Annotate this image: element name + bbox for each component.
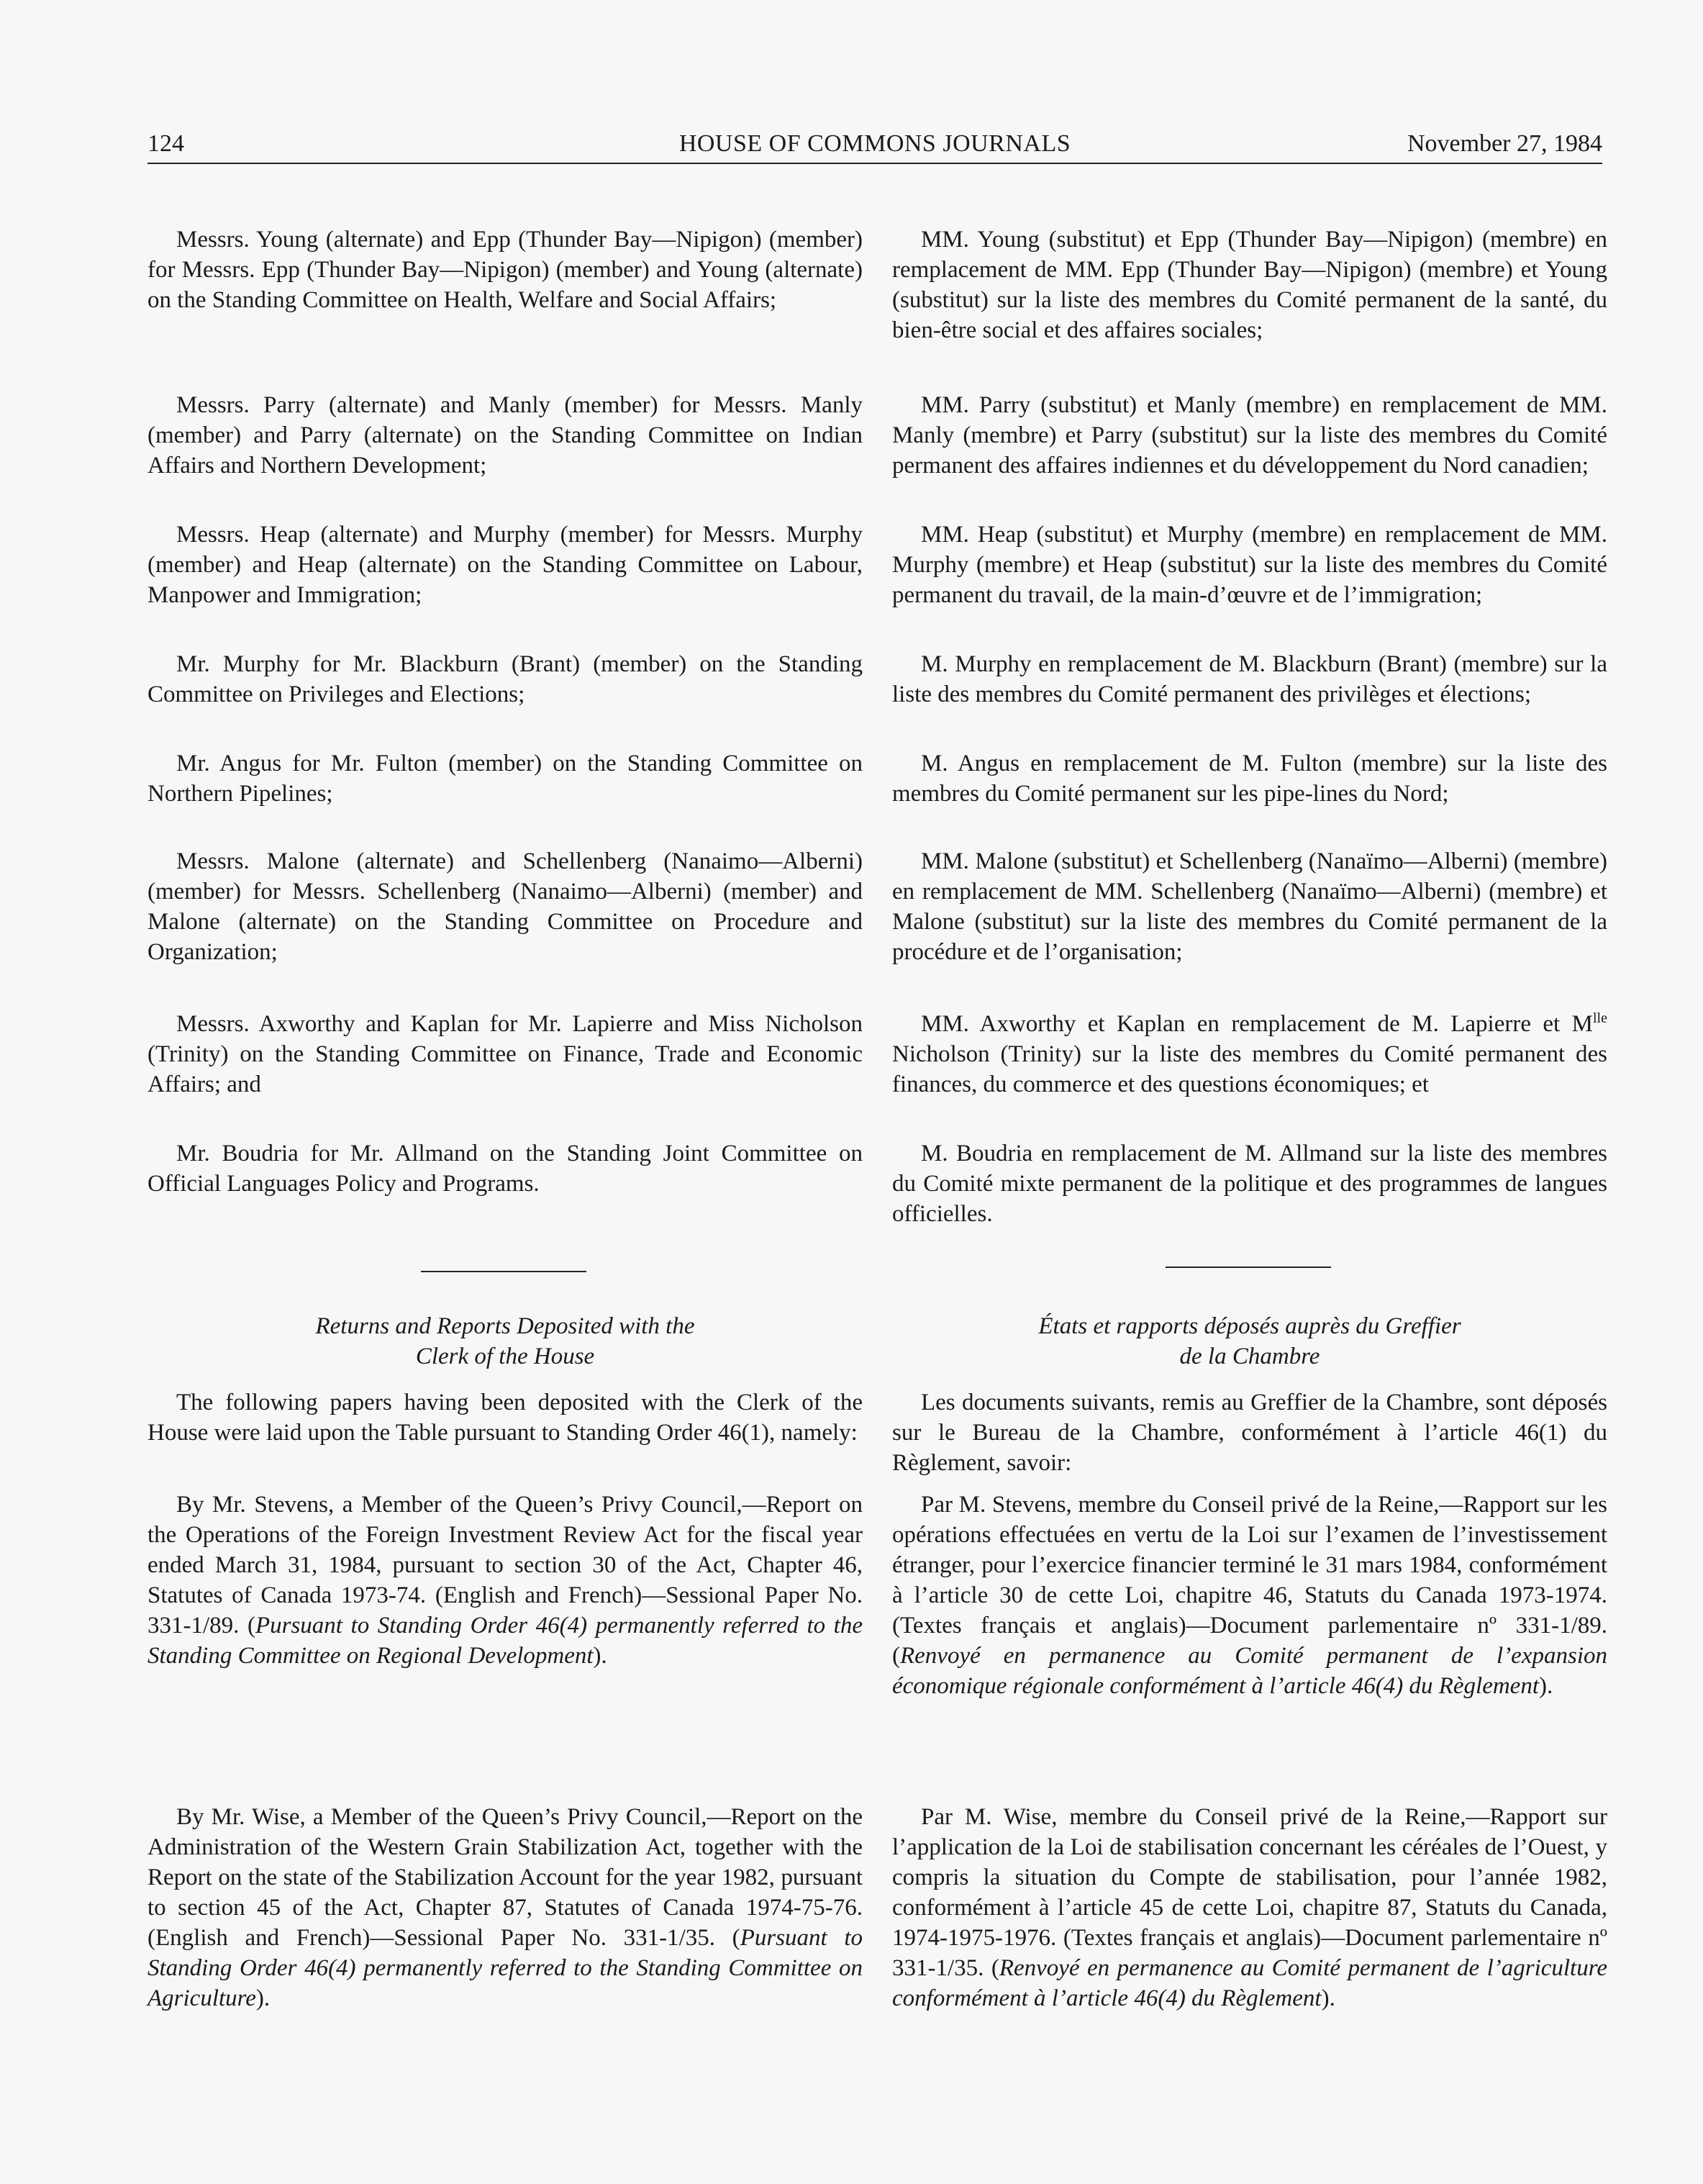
en-item-wise-end: ).	[255, 1985, 271, 2011]
en-item-stevens	[147, 1490, 863, 1671]
fr-section-divider	[1166, 1267, 1331, 1268]
en-item-stevens-referral: Pursuant to Standing Order 46(4) permanently referred to the Standing Committee on Regional Development	[147, 1613, 863, 1669]
fr-heading-line-1: États et rapports déposés auprès du Greffier	[1038, 1313, 1461, 1339]
fr-paragraph-7-sup: lle	[1593, 1010, 1607, 1026]
fr-item-wise-end: ).	[1321, 1985, 1335, 2011]
en-item-stevens-end: ).	[593, 1643, 607, 1669]
fr-paragraph-6: MM. Malone (substitut) et Schellenberg (Nanaïmo—Alberni) (membre) en remplacement de MM. Schellenberg (Nanaïmo—Alberni) (membre) et Malone (substitut) sur la liste des membres du Comité permanent de la procédure et de l’organisation;	[892, 848, 1607, 965]
fr-intro: Les documents suivants, remis au Greffier de la Chambre, sont déposés sur le Bureau de la Chambre, conformément à l’article 46(1) du Règlement, savoir:	[892, 1390, 1607, 1476]
en-section-heading	[147, 1311, 863, 1372]
en-paragraph-4: Mr. Murphy for Mr. Blackburn (Brant) (member) on the Standing Committee on Privileges and Elections;	[147, 651, 863, 707]
en-item-stevens-text: By Mr. Stevens, a Member of the Queen’s Privy Council,—Report on the Operations of the Foreign Investment Review Act for the fiscal year ended March 31, 1984, pursuant to section 30 of the Act, Chapter 46, Statutes of Canada 1973-74. (English and French)—Sessional Paper No. 331-1/89. (	[147, 1492, 863, 1639]
fr-section-heading	[892, 1311, 1607, 1372]
en-intro: The following papers having been deposited with the Clerk of the House were laid upon the Table pursuant to Standing Order 46(1), namely:	[147, 1390, 863, 1446]
en-item-wise-referral: Pursuant to Standing Order 46(4) permanently referred to the Standing Committee on Agriculture	[147, 1925, 863, 2011]
en-paragraph-8: Mr. Boudria for Mr. Allmand on the Standing Joint Committee on Official Languages Policy and Programs.	[147, 1141, 863, 1197]
en-paragraph-5: Mr. Angus for Mr. Fulton (member) on the Standing Committee on Northern Pipelines;	[147, 751, 863, 807]
fr-item-wise-text: Par M. Wise, membre du Conseil privé de la Reine,—Rapport sur l’application de la Loi de stabilisation concernant les céréales de l’Ouest, y compris la situation du Compte de stabilisation, pour l’année 1982, conformément à l’article 45 de cette Loi, chapitre 87, Statuts du Canada, 1974-1975-1976. (Textes français et anglais)—Document parlementaire nº 331-1/35. (	[892, 1804, 1607, 1981]
journal-title: HOUSE OF COMMONS JOURNALS	[678, 130, 1071, 157]
en-paragraph-3: Messrs. Heap (alternate) and Murphy (member) for Messrs. Murphy (member) and Heap (alternate) on the Standing Committee on Labour, Manpower and Immigration;	[147, 522, 863, 608]
en-heading-line-2: Clerk of the House	[415, 1344, 595, 1369]
fr-paragraph-3: MM. Heap (substitut) et Murphy (membre) en remplacement de MM. Murphy (membre) et Heap (substitut) sur la liste des membres du Comité permanent du travail, de la main-d’œuvre et de l’immigration;	[892, 522, 1607, 608]
fr-item-wise-referral: Renvoyé en permanence au Comité permanent de l’agriculture conformément à l’article 46(4) du Règlement	[892, 1955, 1607, 2011]
fr-item-stevens-end: ).	[1539, 1673, 1553, 1699]
en-section-divider	[421, 1271, 586, 1272]
fr-paragraph-8: M. Boudria en remplacement de M. Allmand sur la liste des membres du Comité mixte permanent de la politique et des programmes de langues officielles.	[892, 1141, 1607, 1227]
page-header	[147, 128, 1602, 164]
journal-date: November 27, 1984	[1407, 130, 1602, 157]
fr-paragraph-2: MM. Parry (substitut) et Manly (membre) en remplacement de MM. Manly (membre) et Parry (substitut) sur la liste des membres du Comité permanent des affaires indiennes et du développement du Nord canadien;	[892, 392, 1607, 479]
fr-paragraph-1: MM. Young (substitut) et Epp (Thunder Bay—Nipigon) (membre) en remplacement de MM. Epp (Thunder Bay—Nipigon) (membre) et Young (substitut) sur la liste des membres du Comité permanent de la santé, du bien-être social et des affaires sociales;	[892, 227, 1607, 343]
fr-paragraph-5: M. Angus en remplacement de M. Fulton (membre) sur la liste des membres du Comité permanent sur les pipe-lines du Nord;	[892, 751, 1607, 807]
fr-paragraph-4: M. Murphy en remplacement de M. Blackburn (Brant) (membre) sur la liste des membres du Comité permanent des privilèges et élections;	[892, 651, 1607, 707]
en-paragraph-2: Messrs. Parry (alternate) and Manly (member) for Messrs. Manly (member) and Parry (alternate) on the Standing Committee on Indian Affairs and Northern Development;	[147, 392, 863, 479]
fr-heading-line-2: de la Chambre	[1179, 1344, 1320, 1369]
en-heading-line-1: Returns and Reports Deposited with the	[315, 1313, 695, 1339]
fr-item-wise	[892, 1802, 1607, 2013]
fr-paragraph-7-start: MM. Axworthy et Kaplan en remplacement de M. Lapierre et M	[921, 1011, 1593, 1037]
fr-paragraph-7-end: Nicholson (Trinity) sur la liste des membres du Comité permanent des finances, du commerce et des questions économiques; et	[892, 1041, 1607, 1097]
fr-paragraph-7	[892, 1009, 1607, 1100]
en-paragraph-7: Messrs. Axworthy and Kaplan for Mr. Lapierre and Miss Nicholson (Trinity) on the Standing Committee on Finance, Trade and Economic Affairs; and	[147, 1011, 863, 1097]
en-paragraph-6: Messrs. Malone (alternate) and Schellenberg (Nanaimo—Alberni) (member) for Messrs. Schellenberg (Nanaimo—Alberni) (member) and Malone (alternate) on the Standing Committee on Procedure and Organization;	[147, 848, 863, 965]
fr-item-stevens	[892, 1490, 1607, 1701]
fr-item-stevens-text: Par M. Stevens, membre du Conseil privé de la Reine,—Rapport sur les opérations effectuées en vertu de la Loi sur l’examen de l’investissement étranger, pour l’exercice financier terminé le 31 mars 1984, conformément à l’article 30 de cette Loi, chapitre 46, Statuts du Canada 1973-1974. (Textes français et anglais)—Document parlementaire nº 331-1/89. (	[892, 1492, 1607, 1669]
en-item-wise	[147, 1802, 863, 2013]
page-number: 124	[147, 130, 184, 157]
en-item-wise-text: By Mr. Wise, a Member of the Queen’s Privy Council,—Report on the Administration of the Western Grain Stabilization Act, together with the Report on the state of the Stabilization Account for the year 1982, pursuant to section 45 of the Act, Chapter 87, Statutes of Canada 1974-75-76. (English and French)—Sessional Paper No. 331-1/35. (	[147, 1804, 863, 1951]
en-paragraph-1: Messrs. Young (alternate) and Epp (Thunder Bay—Nipigon) (member) for Messrs. Epp (Thunder Bay—Nipigon) (member) and Young (alternate) on the Standing Committee on Health, Welfare and Social Affairs;	[147, 227, 863, 313]
fr-item-stevens-referral: Renvoyé en permanence au Comité permanent de l’expansion économique régionale conformément à l’article 46(4) du Règlement	[892, 1643, 1607, 1699]
